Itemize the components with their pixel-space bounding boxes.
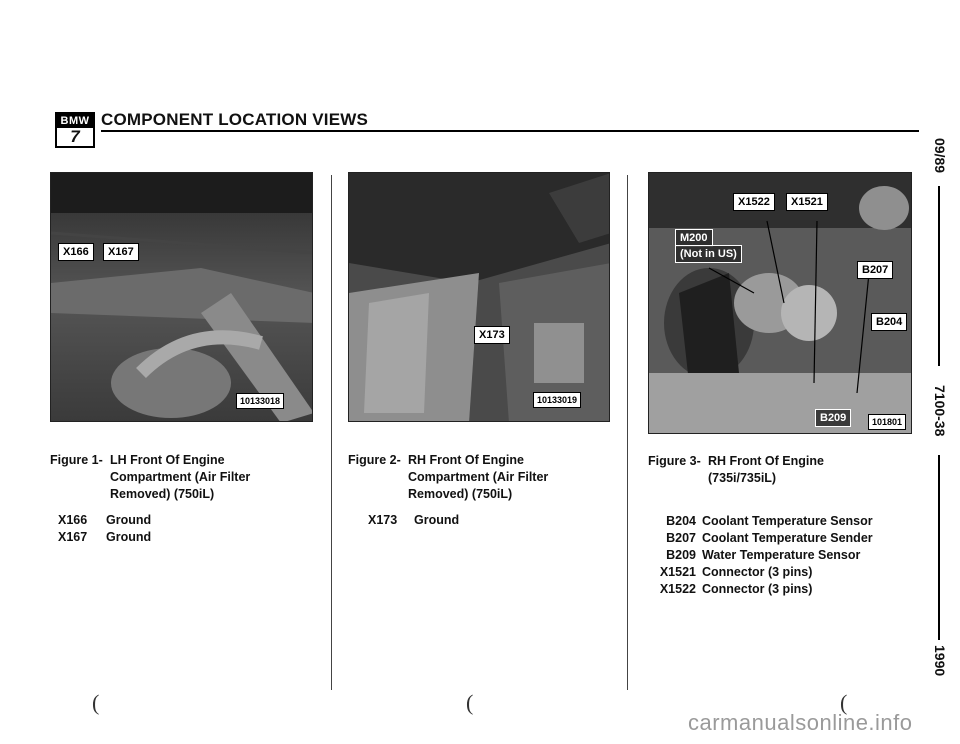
legend-code: B204 [666, 514, 696, 528]
column-divider-1 [331, 175, 332, 690]
title-rule [101, 130, 919, 132]
callout-x1522: X1522 [733, 193, 775, 211]
legend-row [648, 513, 873, 530]
figure-3-caption-line: (735i/735iL) [708, 471, 777, 485]
column-divider-2 [627, 175, 628, 690]
side-year: 1990 [932, 645, 948, 677]
figure-3-caption-line: RH Front Of Engine [708, 454, 824, 468]
legend-code: B209 [666, 548, 696, 562]
binding-mark: ( [92, 690, 100, 715]
callout-m200: M200 [675, 229, 713, 247]
figure-2-legend [368, 512, 459, 529]
legend-description: Connector (3 pins) [702, 565, 813, 579]
side-date-code: 09/89 [932, 138, 948, 174]
watermark: carmanualsonline.info [688, 710, 913, 735]
callout-not-in-us: (Not in US) [675, 245, 742, 263]
figure-1-caption-line: Compartment (Air Filter [110, 470, 251, 484]
legend-code: X1522 [659, 582, 696, 596]
legend-description: Ground [106, 530, 152, 544]
bmw-logo [55, 112, 95, 148]
legend-description: Ground [414, 513, 460, 527]
figure-3-caption [648, 453, 824, 487]
legend-row [648, 564, 873, 581]
bmw-logo-text: BMW [57, 114, 93, 128]
legend-code: X173 [368, 513, 398, 527]
legend-description: Coolant Temperature Sender [702, 531, 873, 545]
legend-row [58, 529, 151, 546]
legend-row [368, 512, 459, 529]
binding-mark: ( [840, 690, 848, 715]
figure-2-caption-line: Removed) (750iL) [408, 487, 513, 501]
side-rule-upper [938, 186, 940, 366]
callout-b209: B209 [815, 409, 851, 427]
binding-mark: ( [466, 690, 474, 715]
legend-row [58, 512, 151, 529]
callout-x167: X167 [103, 243, 139, 261]
legend-code: X167 [58, 530, 88, 544]
figure-2-caption [348, 452, 548, 503]
figure-1-caption-line: LH Front Of Engine [110, 453, 225, 467]
legend-description: Coolant Temperature Sensor [702, 514, 873, 528]
figure-3-photo [648, 172, 912, 434]
figure-2-photo [348, 172, 610, 422]
figure-2-caption-line: RH Front Of Engine [408, 453, 524, 467]
photo-number-3: 101801 [868, 414, 906, 430]
legend-code: X1521 [659, 565, 696, 579]
page-title: COMPONENT LOCATION VIEWS [101, 110, 369, 129]
legend-row [648, 547, 873, 564]
figure-1-label: Figure 1- [50, 453, 103, 467]
figure-3-label: Figure 3- [648, 454, 701, 468]
legend-description: Water Temperature Sensor [702, 548, 861, 562]
photo-number-1: 10133018 [236, 393, 284, 409]
figure-1-caption [50, 452, 250, 503]
figure-1-caption-line: Removed) (750iL) [110, 487, 215, 501]
side-rule-lower [938, 455, 940, 640]
figure-2-label: Figure 2- [348, 453, 401, 467]
callout-b207: B207 [857, 261, 893, 279]
figure-3-legend [648, 513, 873, 598]
figure-2-caption-line: Compartment (Air Filter [408, 470, 549, 484]
legend-code: B207 [666, 531, 696, 545]
legend-description: Connector (3 pins) [702, 582, 813, 596]
callout-b204: B204 [871, 313, 907, 331]
figure-1-photo [50, 172, 313, 422]
callout-x1521: X1521 [786, 193, 828, 211]
side-page-code: 7100-38 [932, 385, 948, 437]
legend-row [648, 581, 873, 598]
legend-row [648, 530, 873, 547]
bmw-series-number: 7 [70, 127, 80, 146]
photo-number-2: 10133019 [533, 392, 581, 408]
callout-x166: X166 [58, 243, 94, 261]
figure-1-legend [58, 512, 151, 546]
legend-description: Ground [106, 513, 152, 527]
callout-x173: X173 [474, 326, 510, 344]
legend-code: X166 [58, 513, 88, 527]
